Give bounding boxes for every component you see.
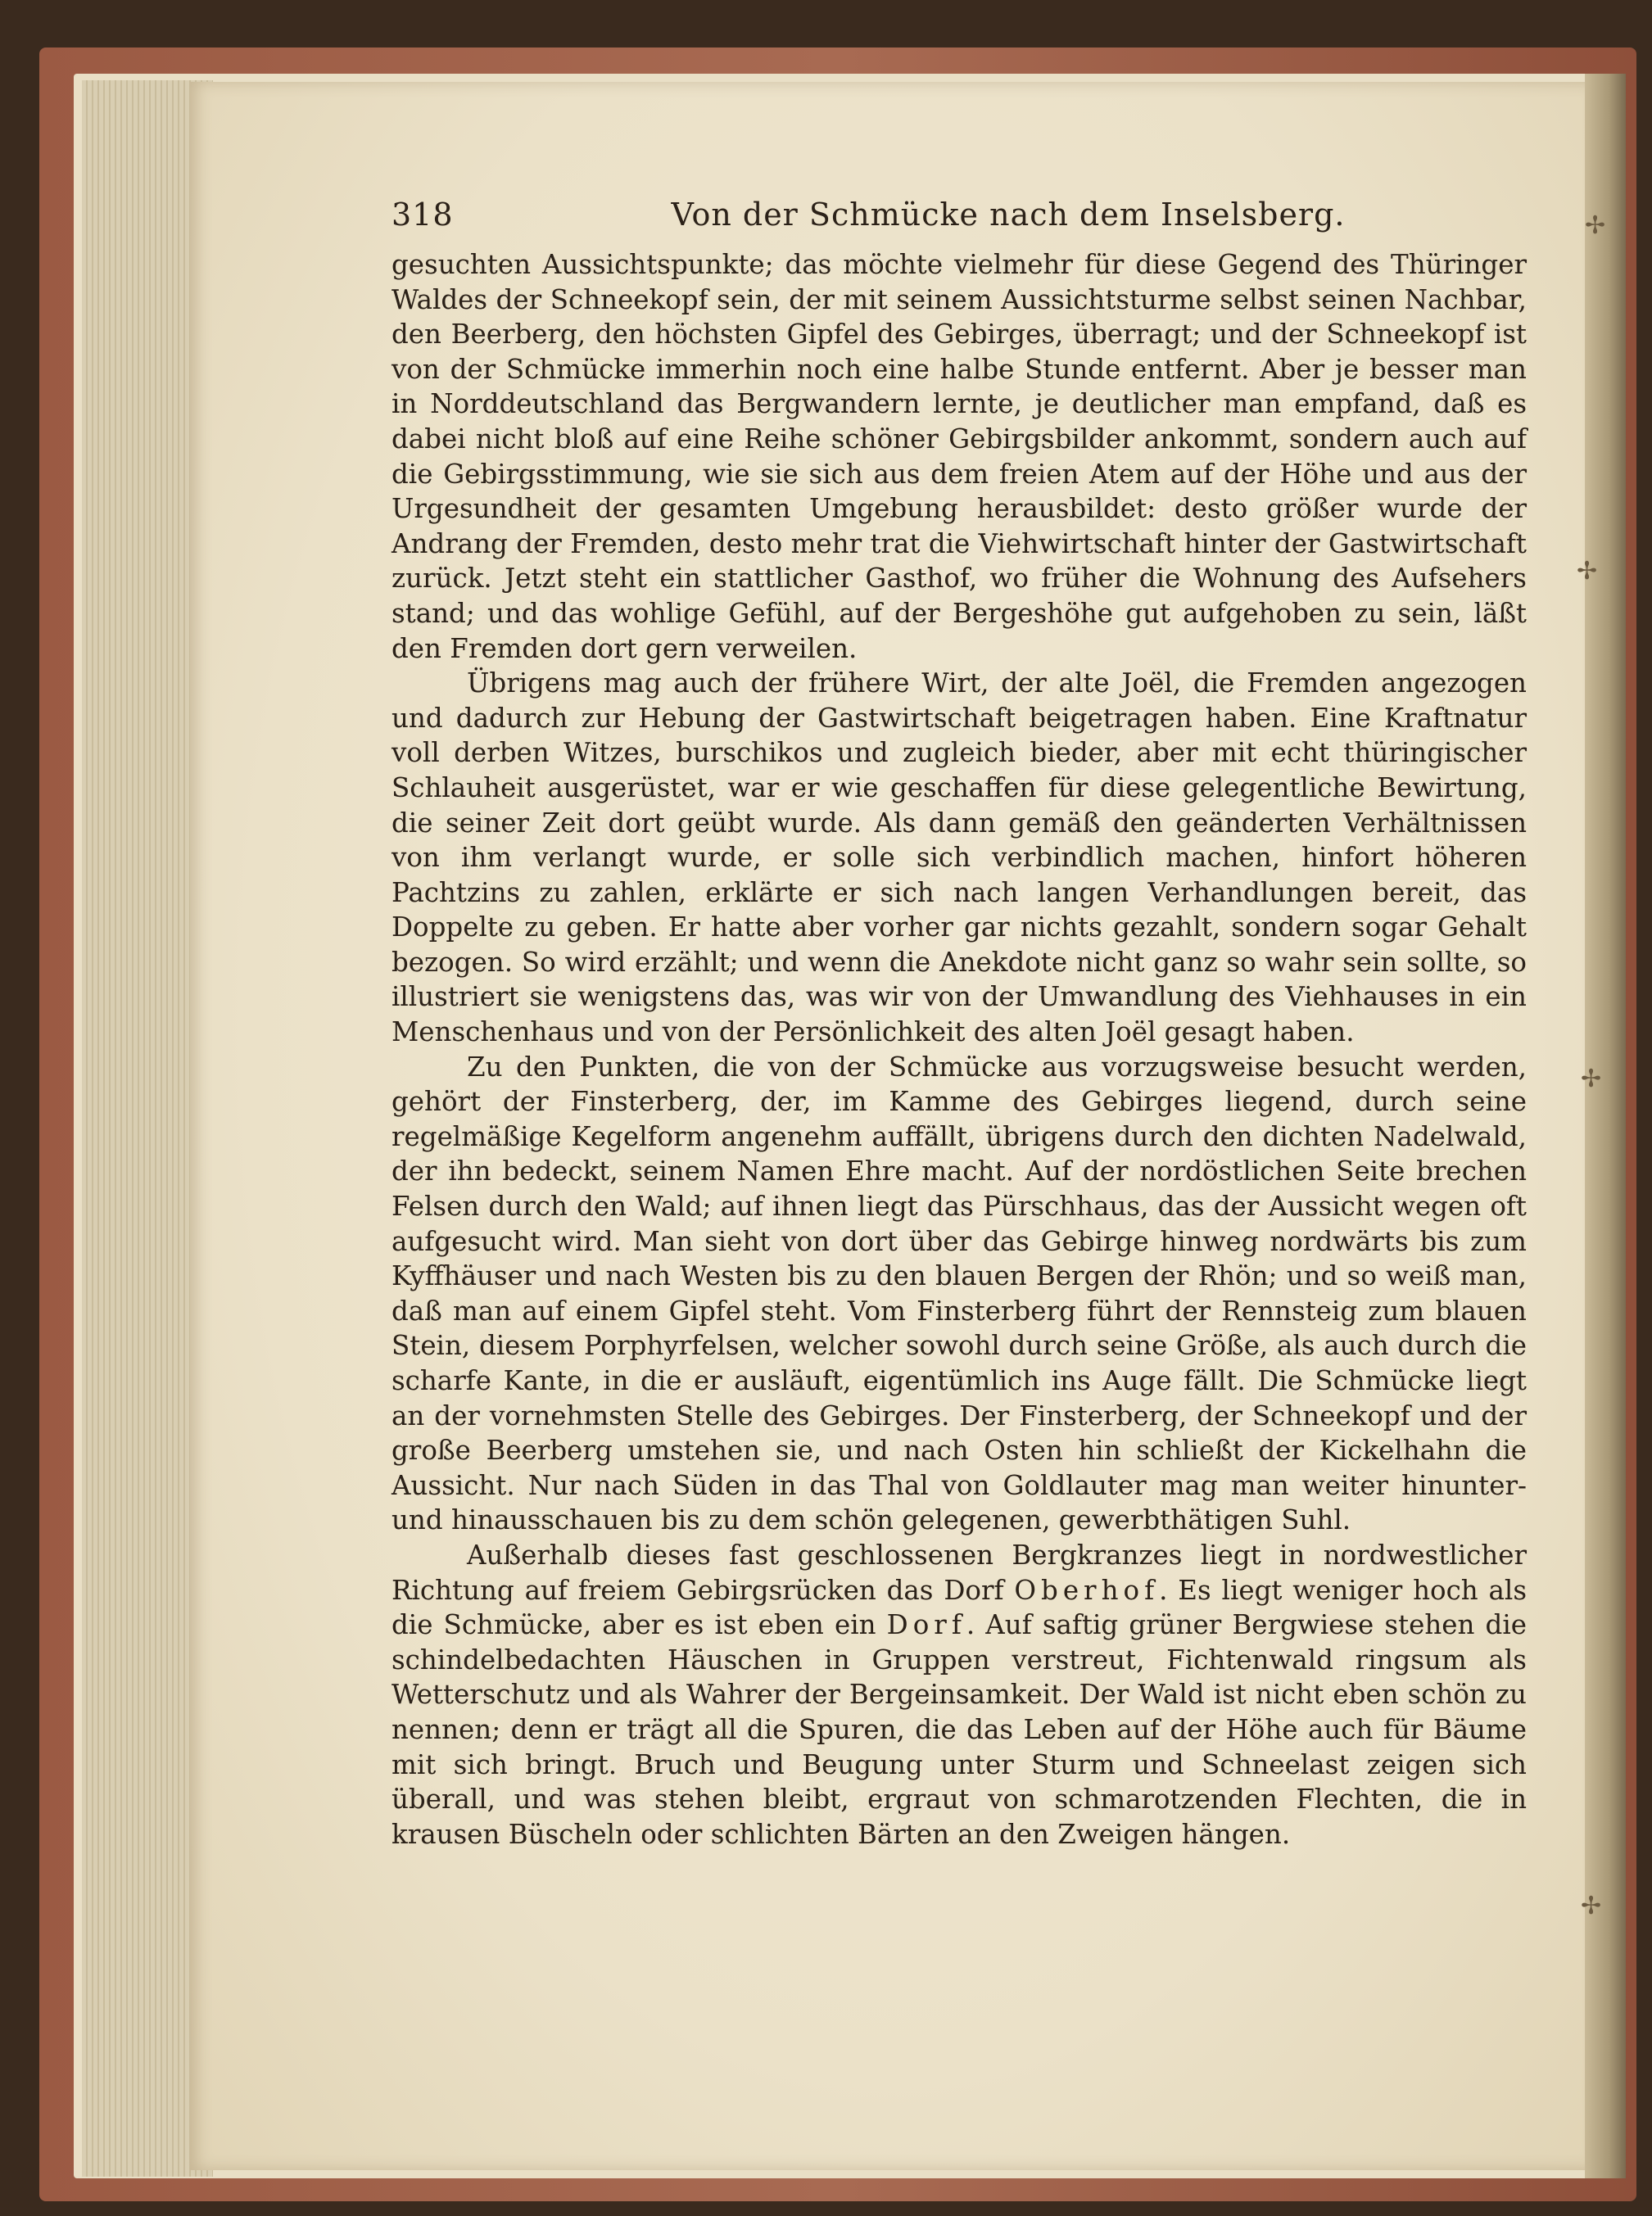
page-number: 318 xyxy=(392,197,454,233)
margin-mark: ✢ xyxy=(1585,211,1606,240)
margin-mark: ✢ xyxy=(1577,557,1598,586)
running-title: Von der Schmücke nach dem Inselsberg. xyxy=(671,197,1346,233)
paragraph: Zu den Punkten, die von der Schmücke aus vorzugsweise besucht werden, gehört der Finsterberg, der, im Kamme des Gebirges liegend, durch seine regelmäßige Kegelform angenehm auffällt, übrigens durch den dichten Nadelwald, der ihn bedeckt, seinem Namen Ehre macht. Auf der nordöstlichen Seite brechen Felsen durch den Wald; auf ihnen liegt das Pürschhaus, das der Aussicht wegen oft aufgesucht wird. Man sieht von dort über das Gebirge hinweg nordwärts bis zum Kyffhäuser und nach Westen bis zu den blauen Bergen der Rhön; und so weiß man, daß man auf einem Gipfel steht. Vom Finsterberg führt der Rennsteig zum blauen Stein, diesem Porphyrfelsen, welcher sowohl durch seine Größe, als auch durch die scharfe Kante, in die er ausläuft, eigentümlich ins Auge fällt. Die Schmücke liegt an der vornehmsten Stelle des Gebirges. Der Finsterberg, der Schneekopf und der große Beerberg umstehen sie, und nach Osten hin schließt der Kickelhahn die Aussicht. Nur nach Süden in das Thal von Goldlauter mag man weiter hinunter- und hinausschauen bis zu dem schön gelegenen, gewerbthätigen Suhl. xyxy=(392,1051,1527,1536)
margin-mark: ✢ xyxy=(1581,1065,1602,1093)
paragraph-text: . Es liegt weniger hoch als die Schmücke, aber es ist eben ein xyxy=(392,1574,1528,1641)
body-text xyxy=(392,247,1527,1852)
paragraph-text: Außerhalb dieses fast geschlossenen Bergkranzes liegt in nordwestlicher Richtung auf freiem Gebirgsrücken das Dorf xyxy=(392,1539,1527,1606)
paragraph-text: . Auf saftig grüner Bergwiese stehen die schindelbedachten Häuschen in Gruppen verstreut, Fichtenwald ringsum als Wetterschutz und als Wahrer der Bergeinsamkeit. Der Wald ist nicht eben schön zu nennen; denn er trägt all die Spuren, die das Leben auf der Höhe auch für Bäume mit sich bringt. Bruch und Beugung unter Sturm und Schneelast zeigen sich überall, und was stehen bleibt, ergraut von schmarotzenden Flechten, die in krausen Büscheln oder schlichten Bärten an den Zweigen hängen. xyxy=(392,1609,1527,1850)
spaced-word: Oberhof xyxy=(1014,1574,1160,1606)
paragraph: gesuchten Aussichtspunkte; das möchte vielmehr für diese Gegend des Thüringer Waldes der Schneekopf sein, der mit seinem Aussichtsturme selbst seinen Nachbar, den Beerberg, den höchsten Gipfel des Gebirges, überragt; und der Schneekopf ist von der Schmücke immerhin noch eine halbe Stunde entfernt. Aber je besser man in Norddeutschland das Bergwandern lernte, je deutlicher man empfand, daß es dabei nicht bloß auf eine Reihe schöner Gebirgsbilder ankommt, sondern auch auf die Gebirgsstimmung, wie sie sich aus dem freien Atem auf der Höhe und aus der Urgesundheit der gesamten Umgebung herausbildet: desto größer wurde der Andrang der Fremden, desto mehr trat die Viehwirtschaft hinter der Gastwirtschaft zurück. Jetzt steht ein stattlicher Gasthof, wo früher die Wohnung des Aufsehers stand; und das wohlige Gefühl, auf der Bergeshöhe gut aufgehoben zu sein, läßt den Fremden dort gern verweilen. xyxy=(392,249,1527,664)
spaced-word: Dorf xyxy=(886,1609,966,1641)
margin-mark: ✢ xyxy=(1581,1892,1602,1920)
running-head xyxy=(392,197,1527,246)
text-frame xyxy=(392,197,1527,1852)
book-gutter xyxy=(1585,74,1626,2178)
paragraph: Übrigens mag auch der frühere Wirt, der alte Joël, die Fremden angezogen und dadurch zur Hebung der Gastwirtschaft beigetragen haben. Eine Kraftnatur voll derben Witzes, burschikos und zugleich bieder, aber mit echt thüringischer Schlauheit ausgerüstet, war er wie geschaffen für diese gelegentliche Bewirtung, die seiner Zeit dort geübt wurde. Als dann gemäß den geänderten Verhältnissen von ihm verlangt wurde, er solle sich verbindlich machen, hinfort höheren Pachtzins zu zahlen, erklärte er sich nach langen Verhandlungen bereit, das Doppelte zu geben. Er hatte aber vorher gar nichts gezahlt, sondern sogar Gehalt bezogen. So wird erzählt; und wenn die Anekdote nicht ganz so wahr sein sollte, so illustriert sie wenigstens das, was wir von der Umwandlung des Viehhauses in ein Menschenhaus und von der Persönlichkeit des alten Joël gesagt haben. xyxy=(392,667,1527,1048)
paragraph xyxy=(392,1538,1527,1852)
